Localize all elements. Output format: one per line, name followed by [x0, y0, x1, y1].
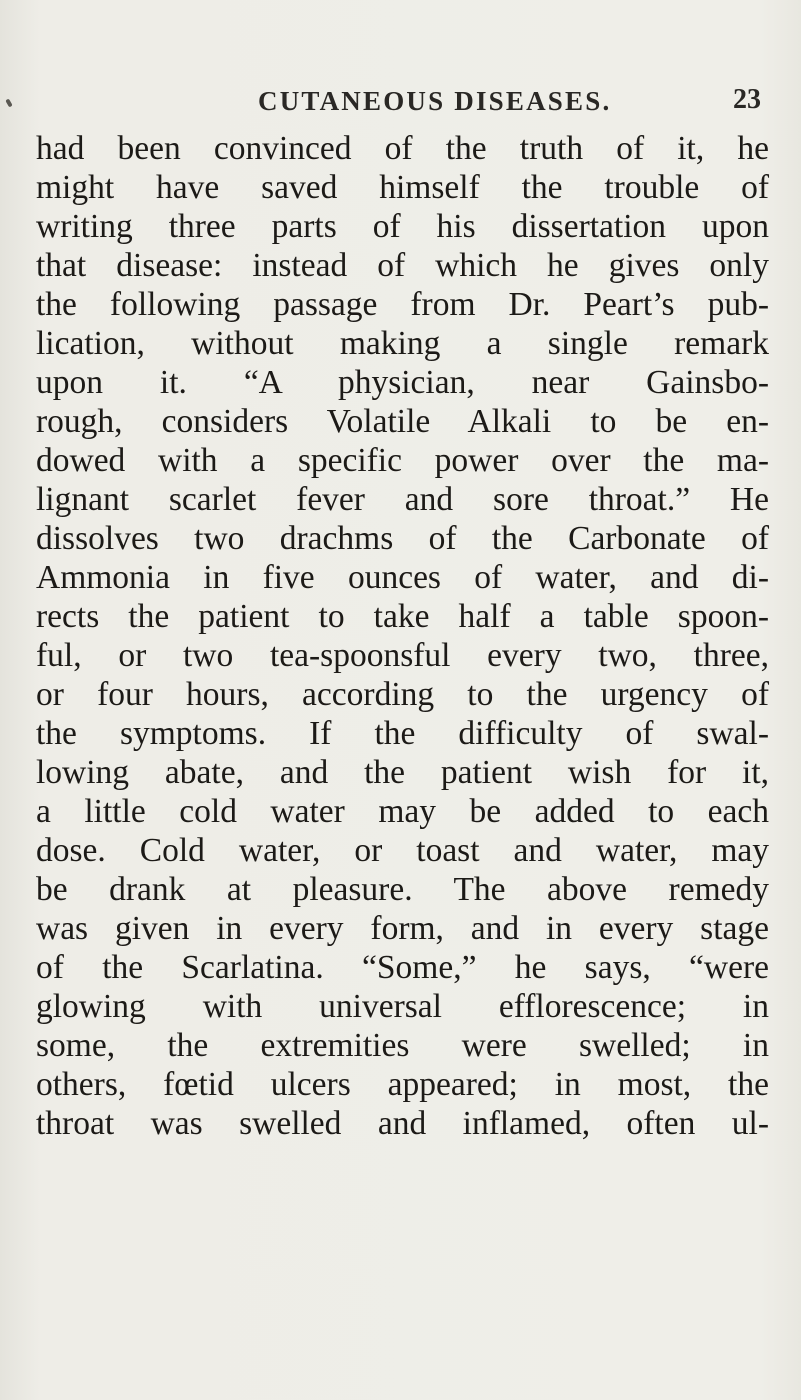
- text-line: some, the extremities were swelled; in: [36, 1027, 769, 1064]
- text-line: that disease: instead of which he gives only: [36, 247, 769, 284]
- text-line: rough, considers Volatile Alkali to be en-: [36, 403, 769, 440]
- text-line: dissolves two drachms of the Carbonate of: [36, 520, 769, 557]
- text-line: was given in every form, and in every stage: [36, 910, 769, 947]
- text-line: be drank at pleasure. The above remedy: [36, 871, 769, 908]
- running-head: CUTANEOUS DISEASES.: [258, 86, 612, 116]
- text-line: throat was swelled and inflamed, often ul-: [36, 1105, 769, 1142]
- text-line: had been convinced of the truth of it, he: [36, 130, 769, 167]
- text-line: lowing abate, and the patient wish for it,: [36, 754, 769, 791]
- text-line: rects the patient to take half a table spoon-: [36, 598, 769, 635]
- text-line: ful, or two tea-spoonsful every two, three,: [36, 637, 769, 674]
- text-line: the following passage from Dr. Peart’s pub-: [36, 286, 769, 323]
- text-line: others, fœtid ulcers appeared; in most, the: [36, 1066, 769, 1103]
- text-line: Ammonia in five ounces of water, and di-: [36, 559, 769, 596]
- text-line: upon it. “A physician, near Gainsbo-: [36, 364, 769, 401]
- text-line: writing three parts of his dissertation upon: [36, 208, 769, 245]
- page-speck: [5, 99, 12, 108]
- text-line: the symptoms. If the difficulty of swal-: [36, 715, 769, 752]
- text-line: or four hours, according to the urgency of: [36, 676, 769, 713]
- text-line: a little cold water may be added to each: [36, 793, 769, 830]
- text-line: lication, without making a single remark: [36, 325, 769, 362]
- text-line: lignant scarlet fever and sore throat.” He: [36, 481, 769, 518]
- text-line: dose. Cold water, or toast and water, may: [36, 832, 769, 869]
- text-line: might have saved himself the trouble of: [36, 169, 769, 206]
- text-line: of the Scarlatina. “Some,” he says, “were: [36, 949, 769, 986]
- text-line: glowing with universal efflorescence; in: [36, 988, 769, 1025]
- text-line: dowed with a specific power over the ma-: [36, 442, 769, 479]
- page-number: 23: [733, 84, 761, 115]
